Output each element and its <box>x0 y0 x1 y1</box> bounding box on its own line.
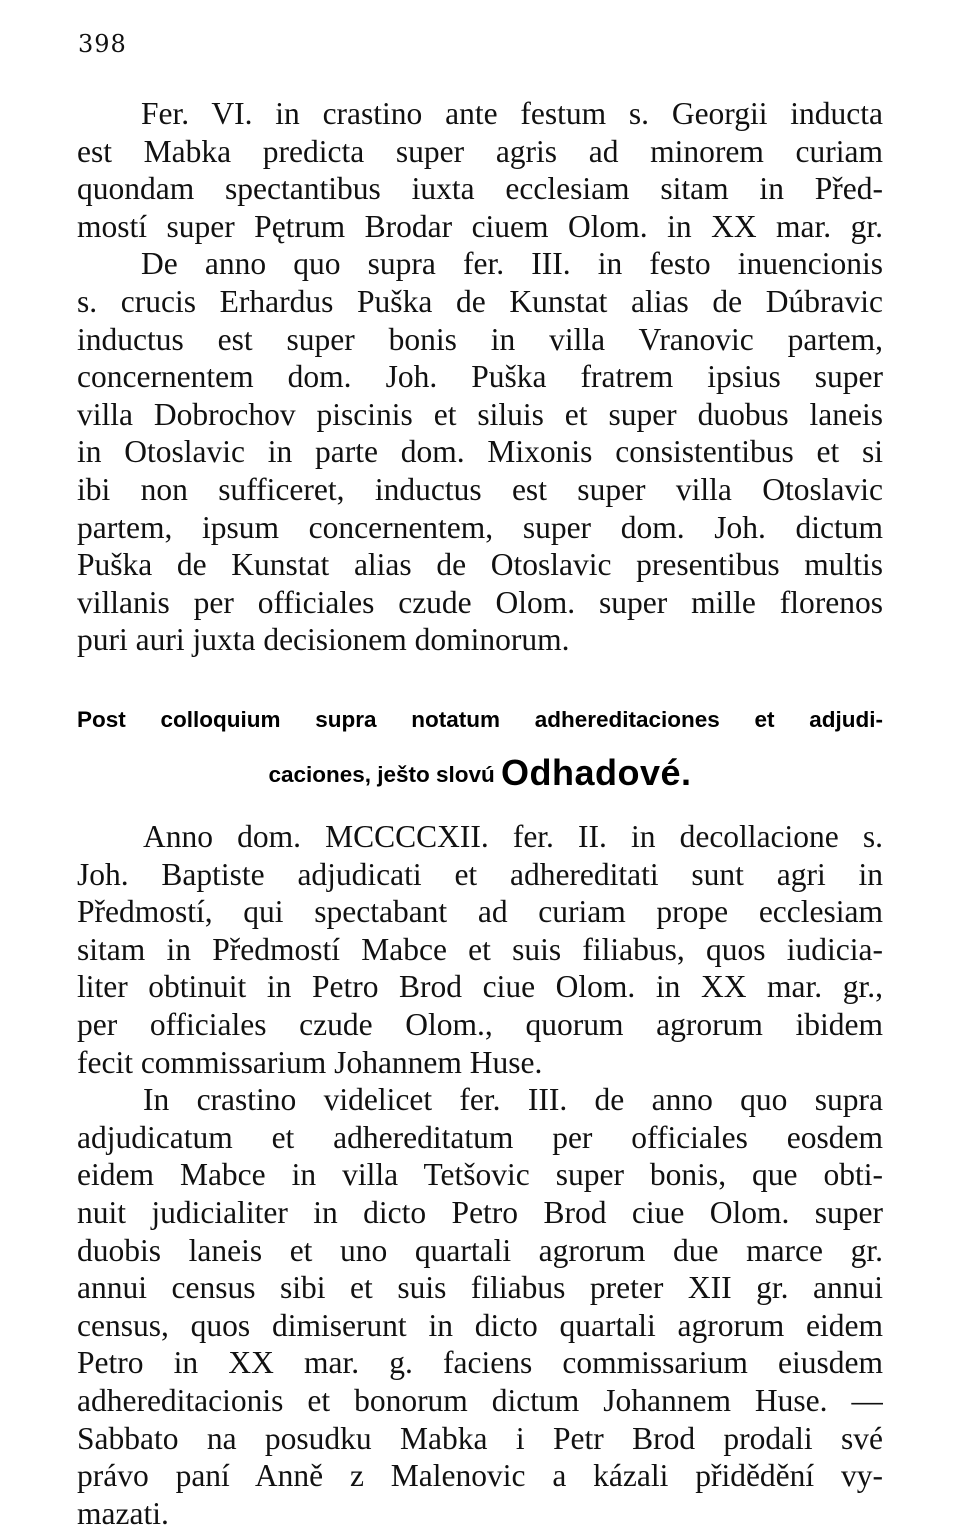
section-heading-line-2 <box>0 752 960 794</box>
text-line: adjudicatum et adhereditatum per officiales eosdem <box>77 1119 883 1155</box>
entry-one-paragraph <box>77 95 883 659</box>
text-line: fecit commissarium Johannem Huse. <box>77 1044 543 1080</box>
text-line: sitam in Předmostí Mabce et suis filiabus, quos iudicia- <box>77 931 883 967</box>
text-line: per officiales czude Olom., quorum agrorum ibidem <box>77 1006 883 1042</box>
section-heading-prefix: caciones, ješto slovú <box>268 762 502 787</box>
text-line: Joh. Baptiste adjudicati et adhereditati sunt agri in <box>77 856 883 892</box>
text-line: Anno dom. MCCCCXII. fer. II. in decollacione s. <box>143 819 883 854</box>
text-line: puri auri juxta decisionem dominorum. <box>77 622 570 658</box>
section-heading-line-1: Post colloquium supra notatum adhereditaciones et adjudi- <box>77 707 883 732</box>
page-number: 398 <box>78 30 127 58</box>
text-line: villa Dobrochov piscinis et siluis et super duobus laneis <box>77 396 883 432</box>
text-line: Fer. VI. in crastino ante festum s. Georgii inducta <box>141 96 883 131</box>
section-heading-title: Odhadové. <box>501 752 692 793</box>
text-line: partem, ipsum concernentem, super dom. Joh. dictum <box>77 509 883 545</box>
text-line: nuit judicialiter in dicto Petro Brod ciue Olom. super <box>77 1194 883 1230</box>
text-line: inductus est super bonis in villa Vranovic partem, <box>77 321 883 357</box>
text-line: In crastino videlicet fer. III. de anno quo supra <box>143 1082 883 1118</box>
text-line: concernentem dom. Joh. Puška fratrem ipsius super <box>77 359 883 395</box>
text-line: Petro in XX mar. g. faciens commissarium eiusdem <box>77 1345 883 1381</box>
text-line: est Mabka predicta super agris ad minorem curiam <box>77 133 883 169</box>
text-line: villanis per officiales czude Olom. super mille florenos <box>77 584 883 620</box>
text-line: mazati. <box>77 1495 169 1531</box>
text-line: právo paní Anně z Malenovic a kázali přidědění vy- <box>77 1458 883 1494</box>
text-line: eidem Mabce in villa Tetšovic super bonis, que obti- <box>77 1157 883 1193</box>
entry-two-paragraph <box>77 818 883 1532</box>
text-line: adhereditacionis et bonorum dictum Johannem Huse. — <box>77 1382 883 1418</box>
text-line: liter obtinuit in Petro Brod ciue Olom. in XX mar. gr., <box>77 969 883 1005</box>
text-line: mostí super Pętrum Brodar ciuem Olom. in XX mar. gr. <box>77 208 883 244</box>
text-line: census, quos dimiserunt in dicto quartali agrorum eidem <box>77 1307 883 1343</box>
text-line: Sabbato na posudku Mabka i Petr Brod prodali své <box>77 1420 883 1456</box>
text-line: s. crucis Erhardus Puška de Kunstat alias de Dúbravic <box>77 283 883 319</box>
text-line: Puška de Kunstat alias de Otoslavic presentibus multis <box>77 547 883 583</box>
text-line: duobis laneis et uno quartali agrorum due marce gr. <box>77 1232 883 1268</box>
text-line: Předmostí, qui spectabant ad curiam prope ecclesiam <box>77 894 883 930</box>
text-line: De anno quo supra fer. III. in festo inuencionis <box>141 246 883 282</box>
text-line: quondam spectantibus iuxta ecclesiam sitam in Před- <box>77 171 883 207</box>
text-line: in Otoslavic in parte dom. Mixonis consistentibus et si <box>77 434 883 470</box>
text-line: ibi non sufficeret, inductus est super villa Otoslavic <box>77 471 883 507</box>
text-line: annui census sibi et suis filiabus preter XII gr. annui <box>77 1270 883 1306</box>
